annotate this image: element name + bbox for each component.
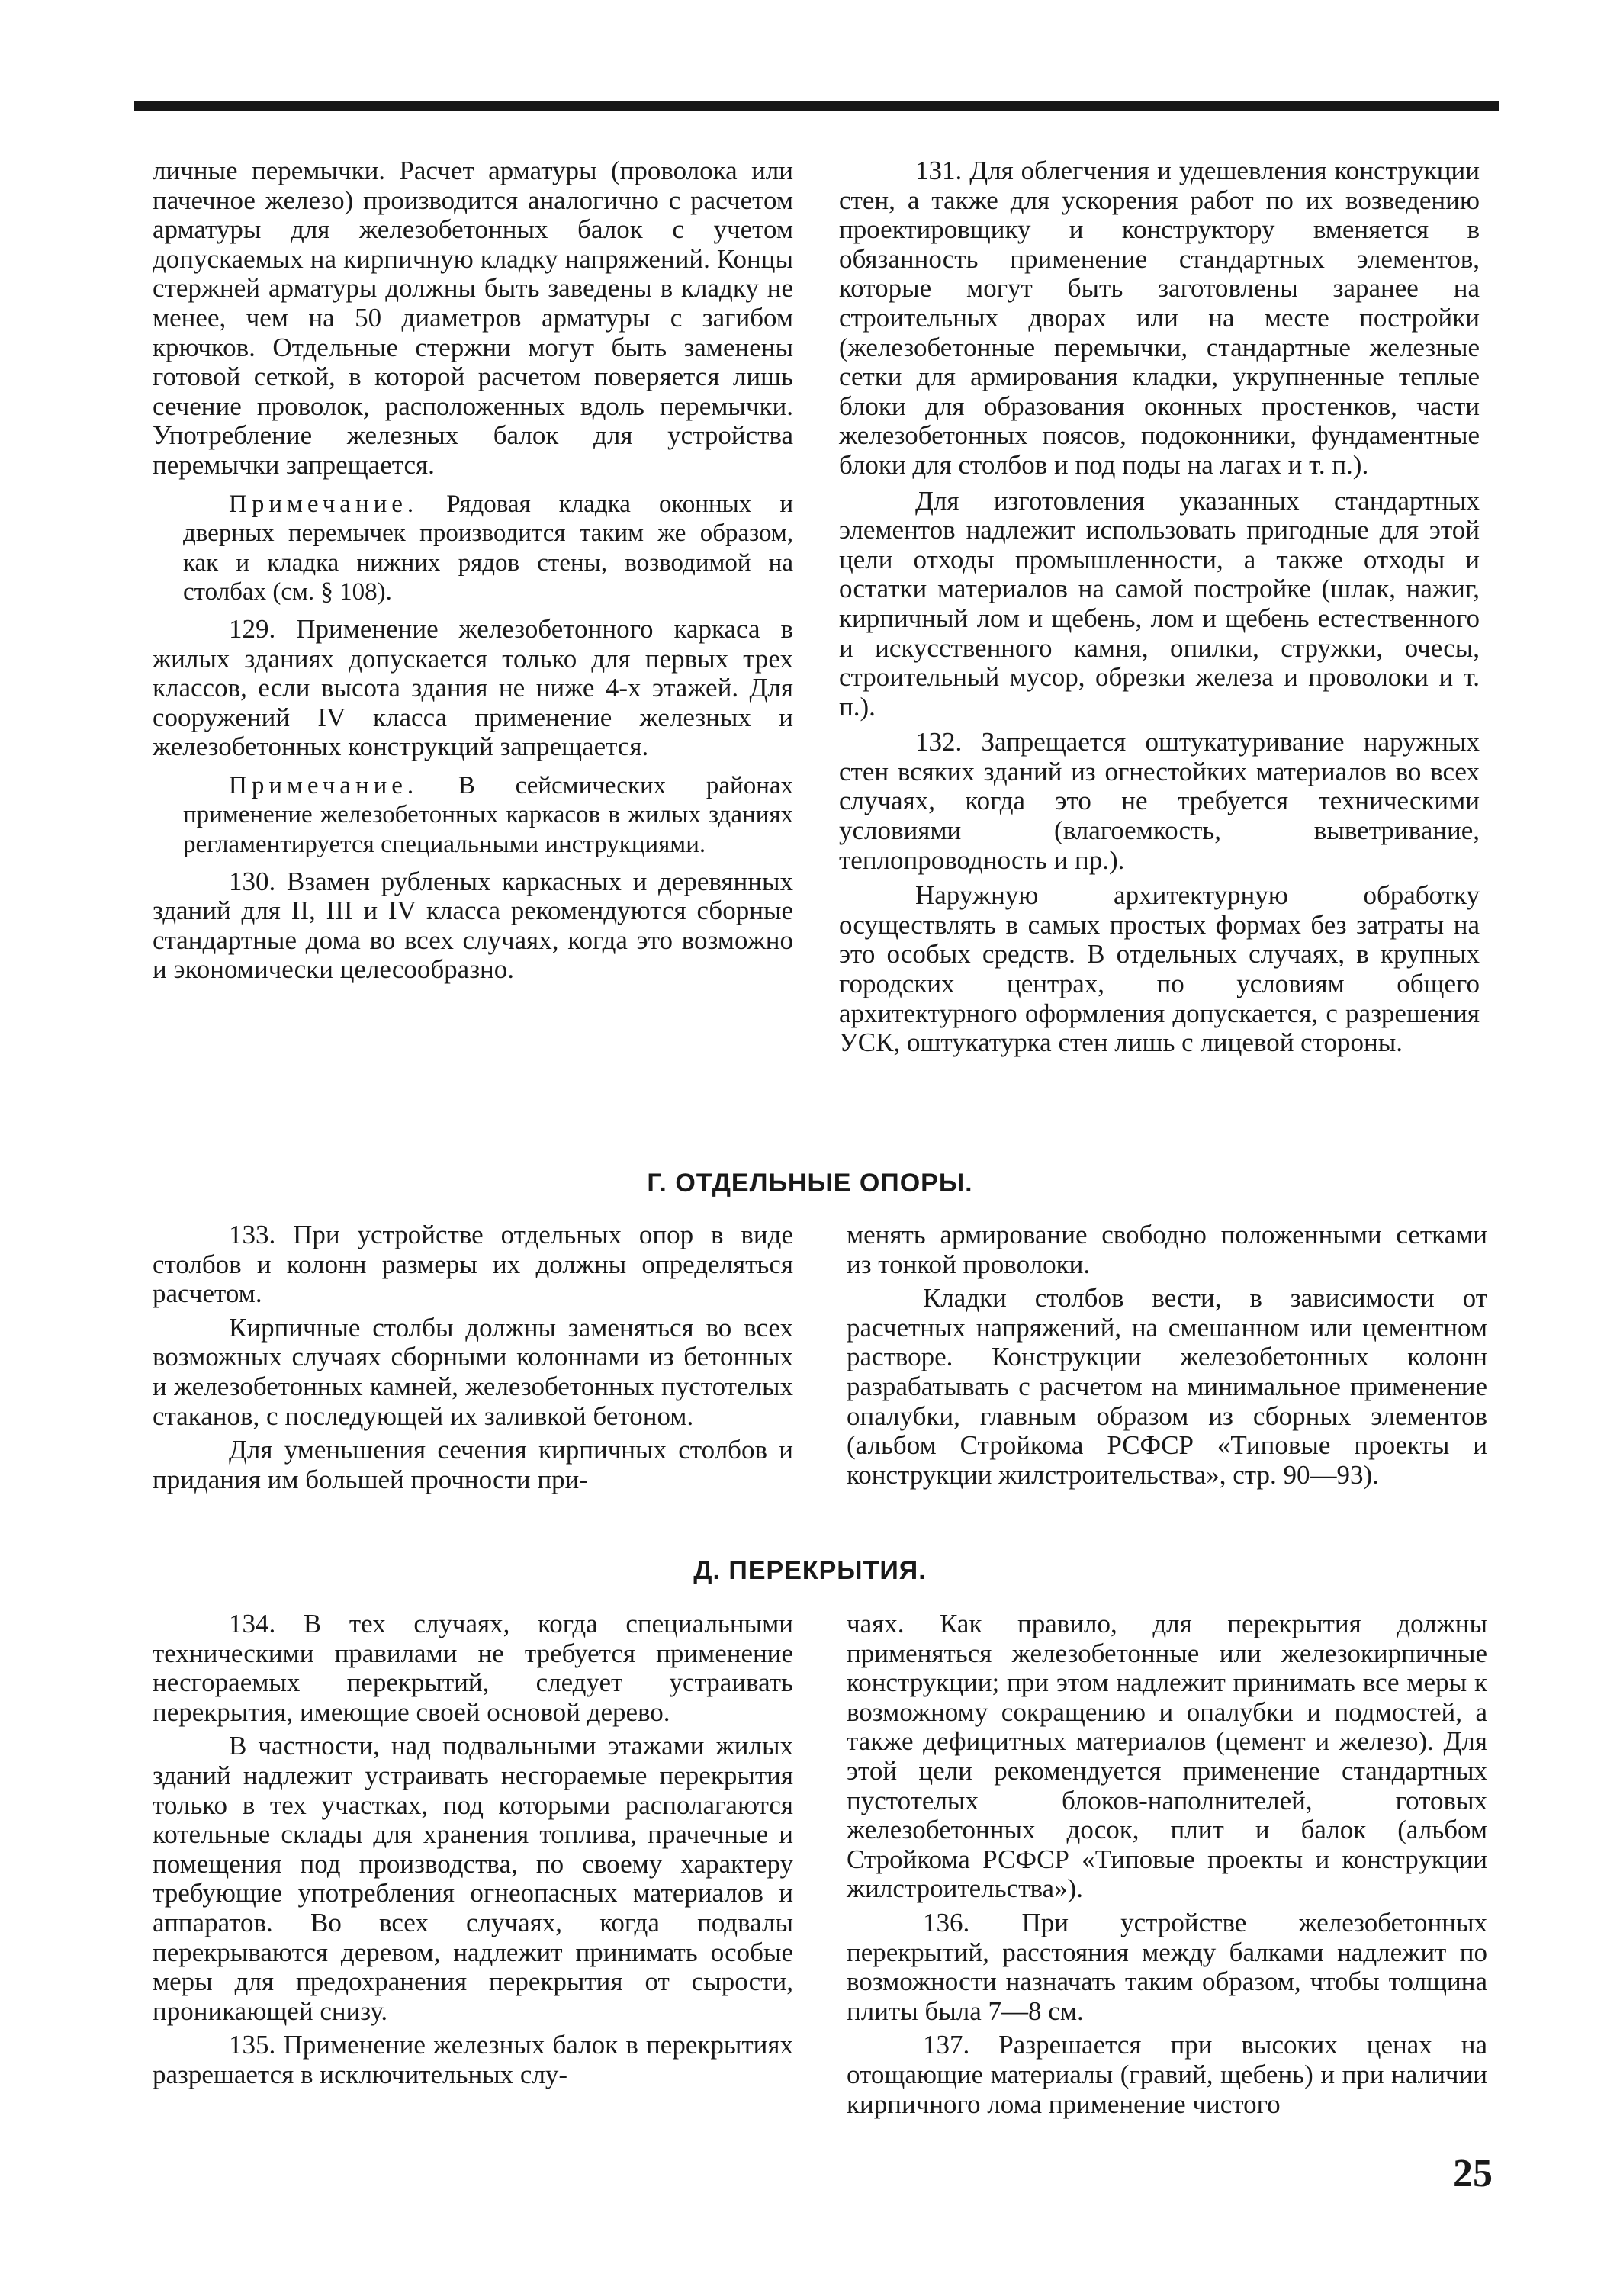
paragraph-130: 130. Взамен рубленых каркасных и деревянных зданий для II, III и IV класса рекомендуются сборные стандартные дома во всех случаях, когда это возможно и экономически целесообразно.: [153, 866, 793, 985]
paragraph-133: 133. При устройстве отдельных опор в виде столбов и колонн размеры их должны определяться расчетом.: [153, 1220, 793, 1309]
note-text: В сейсмических районах применение железобетонных каркасов в жилых зданиях регламентируется специальными инструкциями.: [183, 771, 793, 859]
paragraph-137: 137. Разрешается при высоких ценах на отощающие материалы (гравий, щебень) и при наличии кирпичного лома применение чистого: [847, 2030, 1487, 2119]
paragraph-reinforcement: менять армирование свободно положенными сетками из тонкой проволоки.: [847, 1220, 1487, 1279]
column-supports-right: [847, 1220, 1487, 1490]
paragraph-132: 132. Запрещается оштукатуривание наружных стен всяких зданий из огнестойких материалов во всех случаях, когда это не требуется техническими условиями (влагоемкость, выветривание, теплопроводность и пр.).: [839, 727, 1480, 875]
note-text: Рядовая кладка оконных и дверных перемычек производится таким же образом, как и кладка нижних рядов стены, возводимой на столбах (см. § 108).: [183, 490, 793, 606]
column-floors-left: [153, 1609, 793, 2090]
paragraph-floor-structures: чаях. Как правило, для перекрытия должны применяться железобетонные или железокирпичные конструкции; при этом надлежит принимать все меры к возможному сокращению и опалубки и подмостей, а также дефицитных материалов (цемент и железо). Для этой цели рекомендуется применение стандартных пустотелых блоков-наполнителей, готовых железобетонных досок, плит и балок (альбом Стройкома РСФСР «Типовые проекты и конструкции жилстроительства»).: [847, 1609, 1487, 1904]
column-floors-right: [847, 1609, 1487, 2119]
paragraph-131: 131. Для облегчения и удешевления конструкции стен, а также для ускорения работ по их возведению проектировщику и конструктору вменяется в обязанность применение стандартных элементов, которые могут быть заготовлены заранее на строительных дворах или на месте постройки (железобетонные перемычки, стандартные железные сетки для армирования кладки, укрупненные теплые блоки для образования оконных простенков, части железобетонных поясов, подоконники, фундаментные блоки для столбов и под поды на лагах и т. п.).: [839, 156, 1480, 480]
paragraph-brick-columns: Кирпичные столбы должны заменяться во всех возможных случаях сборными колоннами из бетонных и железобетонных камней, железобетонных пустотелых стаканов, с последующей их заливкой бетоном.: [153, 1312, 793, 1431]
paragraph-135: 135. Применение железных балок в перекрытиях разрешается в исключительных слу-: [153, 2030, 793, 2089]
paragraph-132-continued: Наружную архитектурную обработку осуществлять в самых простых формах без затраты на это особых средств. В отдельных случаях, в крупных городских центрах, по условиям общего архитектурного оформления допускается, с разрешения УСК, оштукатурка стен лишь с лицевой стороны.: [839, 880, 1480, 1058]
note-label: Примечание.: [229, 490, 419, 518]
paragraph-column-masonry: Кладки столбов вести, в зависимости от расчетных напряжений, на смешанном или цементном растворе. Конструкции железобетонных колонн разрабатывать с расчетом на минимальное применение опалубки, главным образом из сборных элементов (альбом Стройкома РСФСР «Типовые проекты и конструкции жилстроительства», стр. 90—93).: [847, 1283, 1487, 1490]
paragraph-lintels: личные перемычки. Расчет арматуры (проволока или пачечное железо) производится аналогично с расчетом арматуры для железобетонных балок с учетом допускаемых на кирпичную кладку напряжений. Концы стержней арматуры должны быть заведены в кладку не менее, чем на 50 диаметров арматуры с загибом крючков. Отдельные стержни могут быть заменены готовой сеткой, в которой расчетом поверяется лишь сечение проволок, расположенных вдоль перемычки. Употребление железных балок для устройства перемычки запрещается.: [153, 156, 793, 480]
paragraph-column-section: Для уменьшения сечения кирпичных столбов и придания им большей прочности при-: [153, 1435, 793, 1494]
column-supports-left: [153, 1220, 793, 1494]
note-label: Примечание.: [229, 771, 419, 799]
paragraph-129: 129. Применение железобетонного каркаса в жилых зданиях допускается только для первых трех классов, если высота здания не ниже 4-х этажей. Для сооружений IV класса применение железных и железобетонных конструкций запрещается.: [153, 613, 793, 762]
column-top-right: [839, 156, 1480, 1058]
paragraph-basements: В частности, над подвальными этажами жилых зданий надлежит устраивать несгораемые перекрытия только в тех участках, под которыми располагаются котельные склады для хранения топлива, прачечные и помещения под производства, по своему характеру требующие употребления огнеопасных материалов и аппаратов. Во всех случаях, когда подвалы перекрываются деревом, надлежит принимать особые меры для предохранения перекрытия от сырости, проникающей снизу.: [153, 1731, 793, 2026]
paragraph-136: 136. При устройстве железобетонных перекрытий, расстояния между балками надлежит по возможности назначать таким образом, чтобы толщина плиты была 7—8 см.: [847, 1907, 1487, 2026]
header-rule: [134, 101, 1499, 111]
section-heading-supports: Г. ОТДЕЛЬНЫЕ ОПОРЫ.: [647, 1169, 973, 1198]
note-paragraph: [153, 490, 793, 607]
page-number: 25: [1453, 2152, 1493, 2195]
note-paragraph: [153, 771, 793, 860]
paragraph-131-continued: Для изготовления указанных стандартных элементов надлежит использовать пригодные для этой цели отходы промышленности, а также отходы и остатки материалов на самой постройке (шлак, нажиг, кирпичный лом и щебень, лом и щебень естественного и искусственного камня, опилки, стружки, очесы, строительный мусор, обрезки железа и проволоки и т. п.).: [839, 485, 1480, 722]
section-heading-floors: Д. ПЕРЕКРЫТИЯ.: [693, 1556, 927, 1585]
column-top-left: [153, 156, 793, 985]
paragraph-134: 134. В тех случаях, когда специальными техническими правилами не требуется применение несгораемых перекрытий, следует устраивать перекрытия, имеющие своей основой дерево.: [153, 1609, 793, 1727]
